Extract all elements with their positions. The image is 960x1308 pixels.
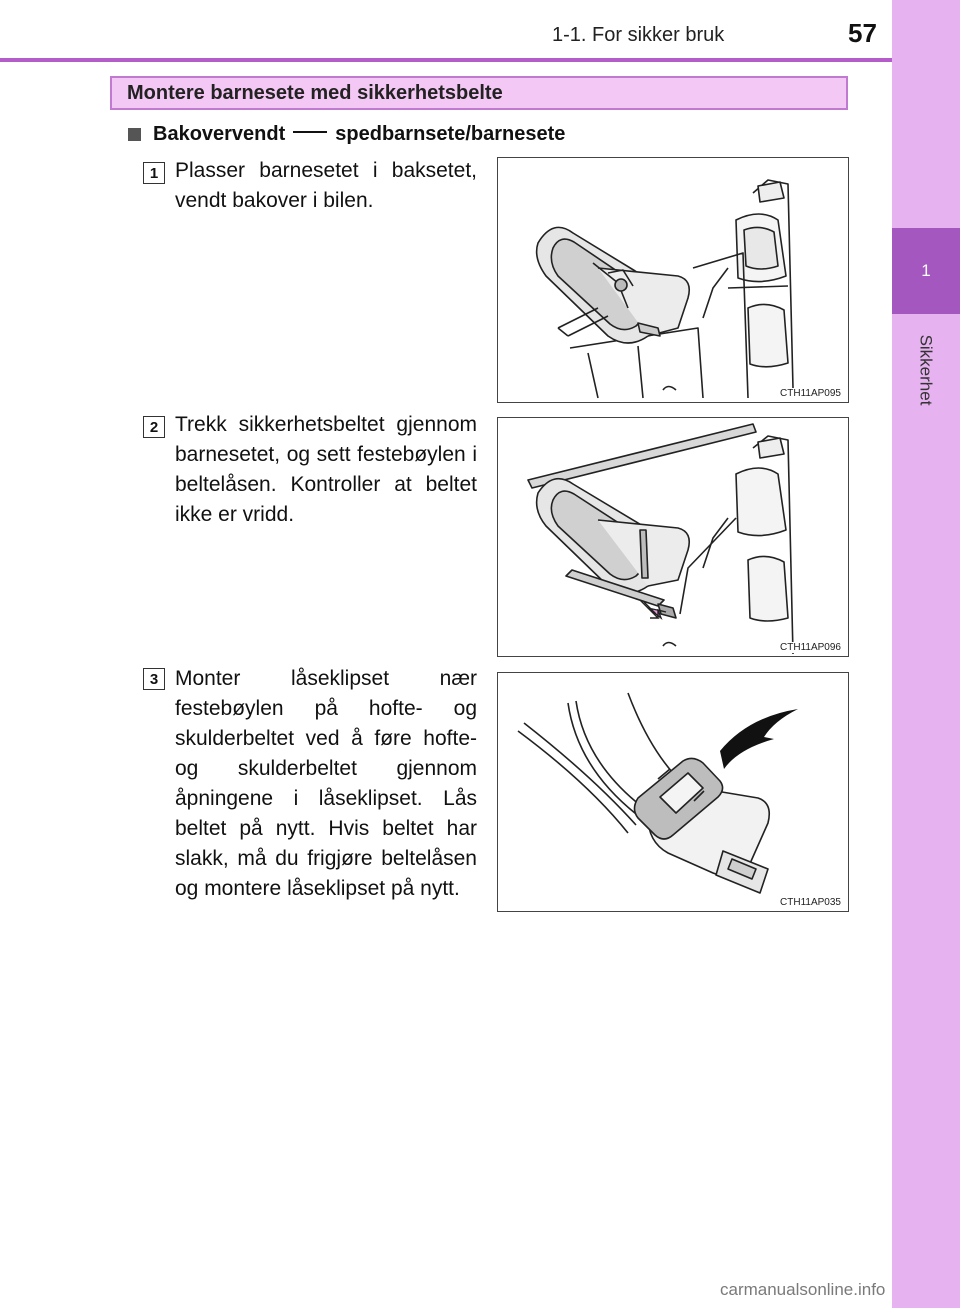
step-number-1: 1	[143, 162, 165, 184]
figure-belt-routing	[497, 417, 849, 657]
square-bullet-icon	[128, 128, 141, 141]
running-header: 1-1. For sikker bruk	[552, 24, 725, 46]
figure-code-1: CTH11AP095	[780, 388, 841, 399]
side-tab	[892, 0, 960, 1308]
figure-child-seat-placement	[497, 157, 849, 403]
side-chapter-label	[913, 322, 937, 418]
locking-clip-illustration	[498, 673, 849, 912]
watermark: carmanualsonline.info	[720, 1280, 886, 1299]
em-dash-icon	[293, 131, 327, 133]
header-rule	[0, 58, 892, 62]
section-title-box: Montere barnesete med sikkerhetsbelte	[110, 76, 848, 110]
step-number-3: 3	[143, 668, 165, 690]
figure-code-2: CTH11AP096	[780, 642, 841, 653]
belt-routing-illustration	[498, 418, 849, 657]
step-text-2: Trekk sikkerhetsbeltet gjennom barnesetet, og sett festebøylen i beltelåsen. Kontroller at beltet ikke er vridd.	[175, 413, 477, 526]
step-number-2: 2	[143, 416, 165, 438]
child-seat-placement-illustration	[498, 158, 849, 403]
step-text-3: Monter låseklipset nær festebøylen på hofte- og skulderbeltet ved å føre hofte- og skulderbeltet gjennom åpningene i låseklipset. Lås beltet på nytt. Hvis beltet har slakk, må du frigjøre beltelåsen og montere låseklipset på nytt.	[175, 667, 477, 900]
side-chapter-label-text: Sikkerhet	[916, 334, 935, 406]
step-text-1: Plasser barnesetet i baksetet, vendt bakover i bilen.	[175, 159, 477, 212]
sub-heading-right: spedbarnsete/barnesete	[335, 123, 566, 145]
sub-heading	[128, 123, 565, 146]
sub-heading-left: Bakovervendt	[153, 123, 286, 145]
side-chapter-number: 1	[892, 228, 960, 314]
figure-code-3: CTH11AP035	[780, 897, 841, 908]
page-number: 57	[848, 18, 877, 48]
figure-locking-clip	[497, 672, 849, 912]
